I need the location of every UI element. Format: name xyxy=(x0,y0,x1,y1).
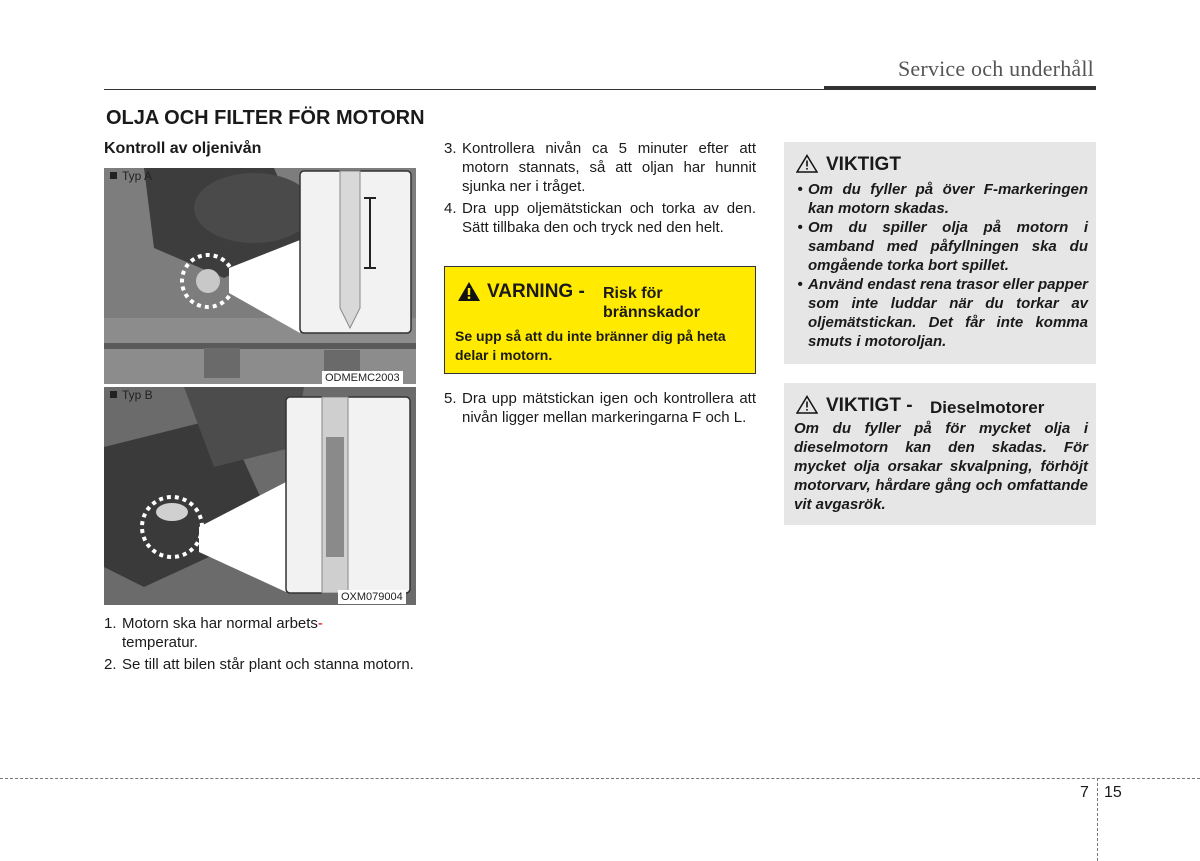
notice-1-body xyxy=(792,180,1088,351)
caution-triangle-icon xyxy=(796,154,818,173)
notice-bullet: • Om du fyller på över F-markeringen kan motorn skadas. xyxy=(797,181,1088,217)
notice-box-1 xyxy=(784,142,1096,364)
warning-title-rest-2: brännskador xyxy=(603,304,700,321)
step-text: Motorn ska har normal arbets- temperatur. xyxy=(122,615,323,651)
figure-b-photo xyxy=(104,387,416,605)
warning-triangle-icon xyxy=(457,281,481,302)
step-text: Dra upp mätstickan igen och kontrollera att nivån ligger mellan markeringarna F och L. xyxy=(462,390,756,426)
warning-body: Se upp så att du inte bränner dig på heta delar i motorn. xyxy=(455,328,726,363)
step-text: Kontrollera nivån ca 5 minuter efter att motorn stannats, så att oljan har hunnit sjunka ner i tråget. xyxy=(462,140,756,195)
step-4 xyxy=(444,199,756,237)
header-rule-accent xyxy=(824,86,1096,90)
warning-title: VARNING - xyxy=(487,281,585,302)
warning-title-rest-1: Risk för xyxy=(603,285,663,302)
step-number: 5. xyxy=(444,390,457,407)
step-number: 3. xyxy=(444,140,457,157)
figure-a-photo xyxy=(104,168,416,384)
notice-box-2 xyxy=(784,383,1096,525)
subsection-title: Kontroll av oljenivån xyxy=(104,140,262,157)
notice-2-body: Om du fyller på för mycket olja i dieselmotorn kan den skadas. För mycket olja orsakar skvalpning, förhöjt motorvarv, hårdare gång och omfattande vit avgasrök. xyxy=(794,420,1088,513)
square-bullet-icon xyxy=(110,172,117,179)
page-number: 15 xyxy=(1104,784,1122,801)
figure-a-code: ODMEMC2003 xyxy=(322,371,403,385)
step-number: 1. xyxy=(104,615,117,632)
chapter-number: 7 xyxy=(1080,784,1089,801)
notice-2-title: VIKTIGT - xyxy=(826,395,913,416)
step-number: 2. xyxy=(104,656,117,673)
step-5 xyxy=(444,389,756,427)
warning-box xyxy=(444,266,756,374)
step-number: 4. xyxy=(444,200,457,217)
header-rule xyxy=(104,89,824,90)
section-title: OLJA OCH FILTER FÖR MOTORN xyxy=(106,107,425,129)
notice-2-subtitle: Dieselmotorer xyxy=(930,398,1045,417)
figure-b-code: OXM079004 xyxy=(338,590,406,604)
caution-triangle-icon xyxy=(796,395,818,414)
figure-a-label xyxy=(110,169,152,183)
step-text: Dra upp oljemätstickan och torka av den. Sätt tillbaka den och tryck ned den helt. xyxy=(462,200,756,236)
step-2 xyxy=(104,655,417,674)
figure-b-type: Typ B xyxy=(122,388,153,402)
running-header: Service och underhåll xyxy=(897,56,1094,81)
step-3 xyxy=(444,139,756,196)
step-text: Se till att bilen står plant och stanna motorn. xyxy=(122,656,414,673)
notice-bullet: • Om du spiller olja på motorn i samband med påfyllningen ska du omgående torka bort spillet. xyxy=(797,219,1088,274)
engine-dipstick-illustration-b xyxy=(104,387,416,605)
figure-b-label xyxy=(110,388,153,402)
engine-dipstick-illustration-a xyxy=(104,168,416,384)
notice-bullet: • Använd endast rena trasor eller papper som inte luddar när du torkar av oljemätstickan. Det får inte komma smuts i motoroljan. xyxy=(797,276,1088,350)
footer-divider xyxy=(1097,778,1098,861)
square-bullet-icon xyxy=(110,391,117,398)
footer-rule xyxy=(0,778,1200,779)
figure-a-type: Typ A xyxy=(122,169,153,183)
notice-1-title: VIKTIGT xyxy=(826,154,901,175)
step-1 xyxy=(104,614,417,652)
